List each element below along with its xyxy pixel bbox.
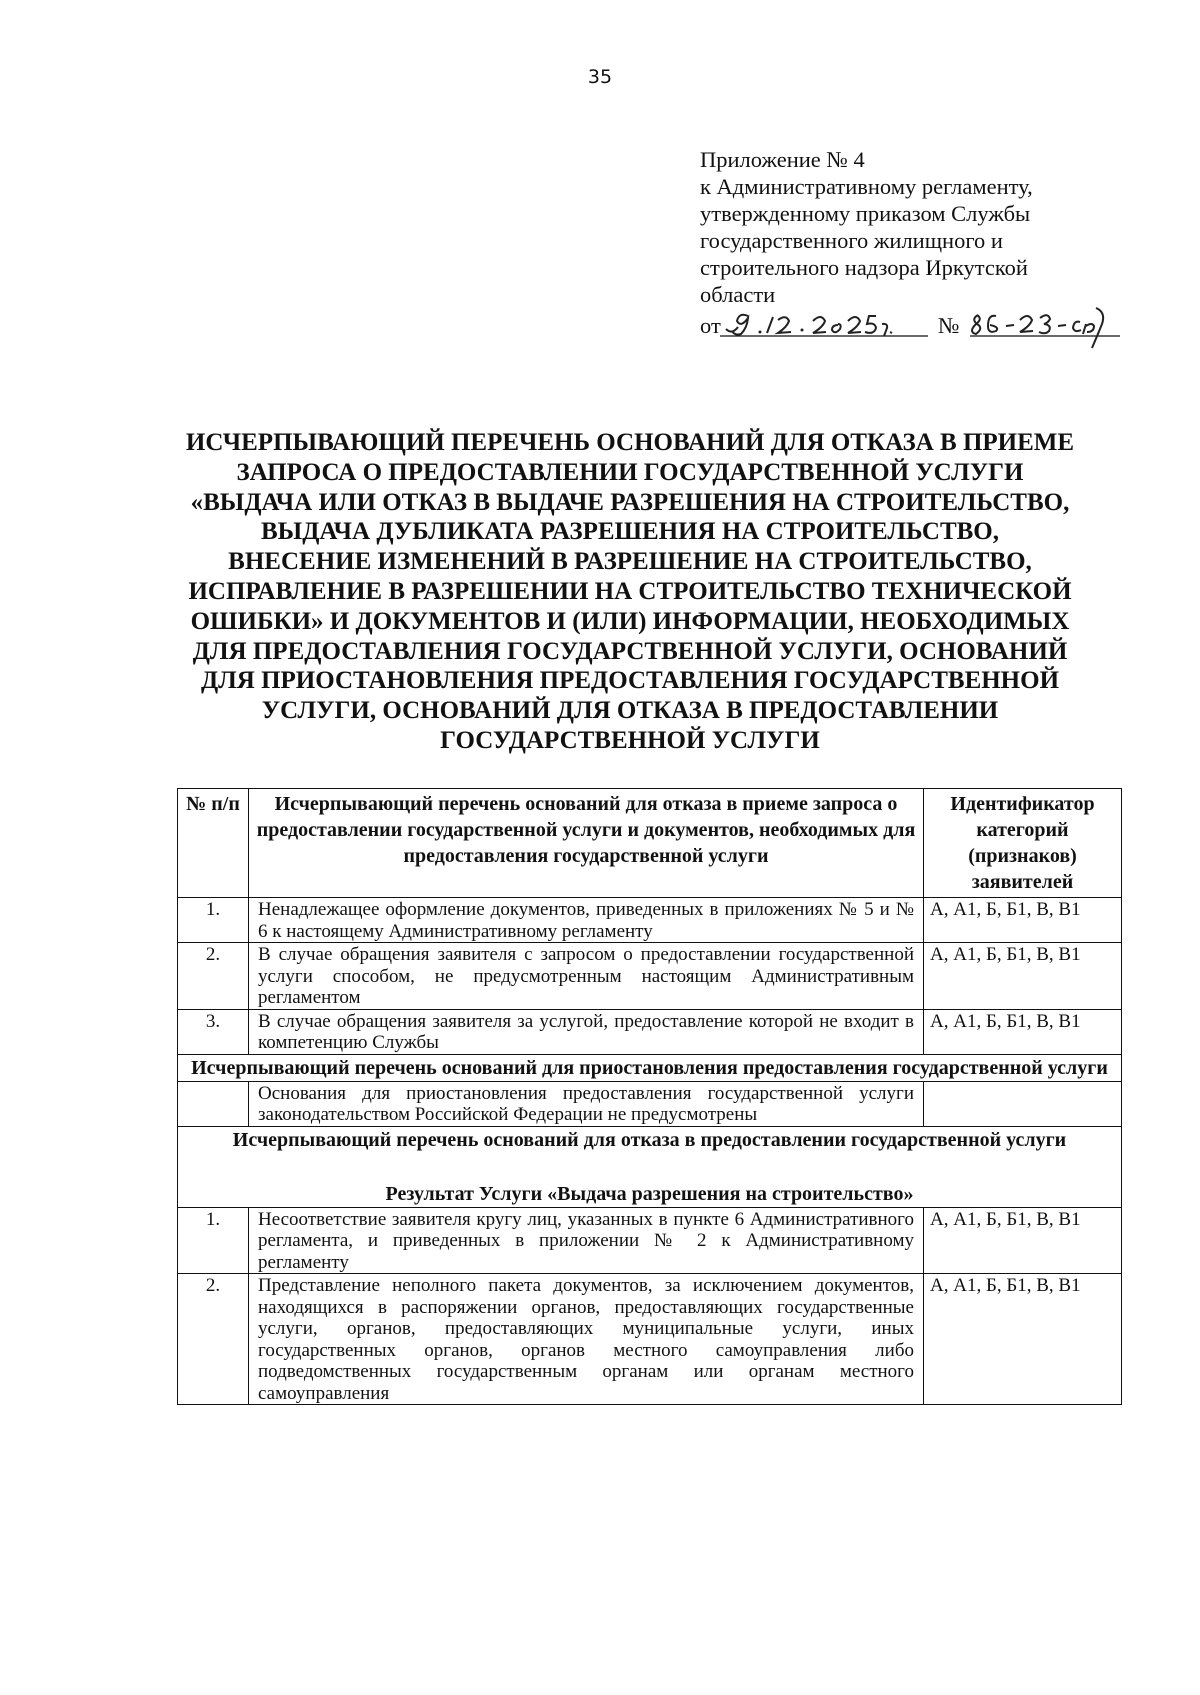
table-header-row [178, 789, 1122, 898]
annex-line: области [700, 282, 776, 307]
section-row-refusal [178, 1126, 1122, 1207]
number-prefix: № [938, 313, 960, 338]
annex-line: утвержденному приказом Службы [700, 201, 1031, 226]
title-line: ИСЧЕРПЫВАЮЩИЙ ПЕРЕЧЕНЬ ОСНОВАНИЙ ДЛЯ ОТКАЗА В ПРИЕМЕ [185, 429, 1075, 456]
table-row [178, 1081, 1122, 1126]
handwritten-number [970, 302, 1130, 350]
row-text: Представление неполного пакета документов, за исключением документов, находящихся в распоряжении органов, предоставляющих государственные услуги, органов, предоставляющих муниципальные услуги, иных государственных органов, органов местного самоуправления либо подведомственных государственным органам или органам местного самоуправления [249, 1274, 924, 1405]
row-categories: А, А1, Б, Б1, В, В1 [924, 1207, 1122, 1274]
annex-line: государственного жилищного и [700, 228, 1003, 253]
title-line: ДЛЯ ПРЕДОСТАВЛЕНИЯ ГОСУДАРСТВЕННОЙ УСЛУГИ, ОСНОВАНИЙ [192, 637, 1068, 665]
row-number: 2. [178, 1274, 249, 1405]
table-row [178, 1274, 1122, 1405]
row-text: Основания для приостановления предоставления государственной услуги законодательством Российской Федерации не предусмотрены [249, 1081, 924, 1126]
annex-line: к Административному регламенту, [700, 174, 1033, 199]
table-row [178, 1009, 1122, 1054]
handwritten-date [718, 302, 928, 342]
header-categories: Идентификатор категорий (признаков) заявителей [924, 789, 1122, 898]
row-categories [924, 1081, 1122, 1126]
row-text: В случае обращения заявителя за услугой, предоставление которой не входит в компетенцию Службы [249, 1009, 924, 1054]
date-prefix: от [700, 313, 721, 338]
title-line: ОШИБКИ» И ДОКУМЕНТОВ И (ИЛИ) ИНФОРМАЦИИ, НЕОБХОДИМЫХ [190, 607, 1070, 635]
table-row [178, 1207, 1122, 1274]
row-number [178, 1081, 249, 1126]
row-categories: А, А1, Б, Б1, В, В1 [924, 943, 1122, 1010]
section-row-suspension [178, 1054, 1122, 1081]
title-line: ДЛЯ ПРИОСТАНОВЛЕНИЯ ПРЕДОСТАВЛЕНИЯ ГОСУДАРСТВЕННОЙ [200, 667, 1060, 695]
title-line: ИСПРАВЛЕНИЕ В РАЗРЕШЕНИИ НА СТРОИТЕЛЬСТВО ТЕХНИЧЕСКОЙ [188, 577, 1072, 605]
table-row [178, 943, 1122, 1010]
refusal-section-header: Исчерпывающий перечень оснований для отказа в предоставлении государственной услуги [232, 1128, 1067, 1151]
row-text: Несоответствие заявителя кругу лиц, указанных в пункте 6 Административного регламента, и приведенных в приложении № 2 к Административному регламенту [249, 1207, 924, 1274]
annex-line: Приложение № 4 [700, 147, 865, 172]
page-number: 35 [587, 66, 613, 88]
header-number: № п/п [178, 789, 249, 898]
row-number: 2. [178, 943, 249, 1010]
row-number: 1. [178, 898, 249, 943]
title-line: ВНЕСЕНИЕ ИЗМЕНЕНИЙ В РАЗРЕШЕНИЕ НА СТРОИТЕЛЬСТВО, [228, 548, 1032, 576]
row-number: 1. [178, 1207, 249, 1274]
row-text: Ненадлежащее оформление документов, приведенных в приложениях № 5 и № 6 к настоящему Административному регламенту [249, 898, 924, 943]
reasons-table [177, 788, 1122, 1405]
annex-block [700, 146, 1120, 344]
annex-line: строительного надзора Иркутской [700, 255, 1028, 280]
row-text: В случае обращения заявителя с запросом о предоставлении государственной услуги способом, не предусмотренным настоящим Административным регламентом [249, 943, 924, 1010]
document-title [160, 428, 1100, 756]
row-categories: А, А1, Б, Б1, В, В1 [924, 1274, 1122, 1405]
order-reference [700, 308, 1120, 344]
refusal-section [178, 1126, 1122, 1207]
title-line: ГОСУДАРСТВЕННОЙ УСЛУГИ [440, 726, 820, 754]
row-categories: А, А1, Б, Б1, В, В1 [924, 898, 1122, 943]
table-row [178, 898, 1122, 943]
title-line: УСЛУГИ, ОСНОВАНИЙ ДЛЯ ОТКАЗА В ПРЕДОСТАВЛЕНИИ [261, 697, 999, 725]
title-line: «ВЫДАЧА ИЛИ ОТКАЗ В ВЫДАЧЕ РАЗРЕШЕНИЯ НА СТРОИТЕЛЬСТВО, [190, 488, 1070, 516]
row-categories: А, А1, Б, Б1, В, В1 [924, 1009, 1122, 1054]
suspension-section-header: Исчерпывающий перечень оснований для приостановления предоставления государственной услуги [178, 1054, 1122, 1081]
title-line: ЗАПРОСА О ПРЕДОСТАВЛЕНИИ ГОСУДАРСТВЕННОЙ УСЛУГИ [236, 458, 1024, 486]
header-reasons: Исчерпывающий перечень оснований для отказа в приеме запроса о предоставлении государственной услуги и документов, необходимых для предоставления государственной услуги [249, 789, 924, 898]
result-subheader: Результат Услуги «Выдача разрешения на строительство» [385, 1182, 914, 1205]
title-line: ВЫДАЧА ДУБЛИКАТА РАЗРЕШЕНИЯ НА СТРОИТЕЛЬСТВО, [260, 518, 999, 546]
row-number: 3. [178, 1009, 249, 1054]
